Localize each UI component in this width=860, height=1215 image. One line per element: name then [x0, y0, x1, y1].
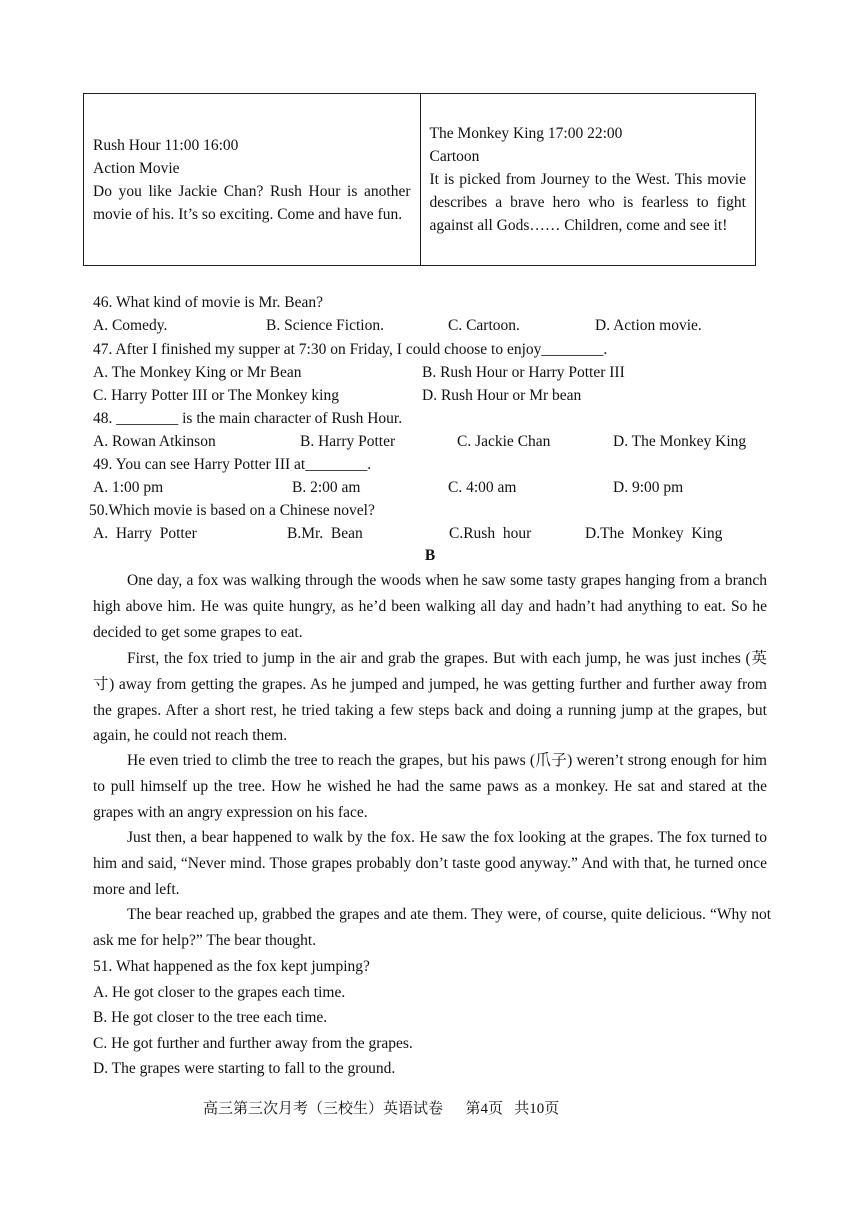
- question-stem: 47. After I finished my supper at 7:30 on Friday, I could choose to enjoy________.: [93, 341, 608, 358]
- option-d: D. The Monkey King: [613, 433, 747, 450]
- option-c: C. Jackie Chan: [457, 433, 551, 450]
- option-c: C. Cartoon.: [448, 317, 520, 334]
- section-heading: B: [424, 547, 436, 564]
- movie-description: It is picked from Journey to the West. This movie describes a brave hero who is fearless to fight against all Gods…… Children, come and see it!: [429, 171, 746, 234]
- passage-paragraph: First, the fox tried to jump in the air and grab the grapes. But with each jump, he was just inches (英寸) away from getting the grapes. As he jumped and jumped, he was getting further and further away from the grapes. After a short rest, he tried taking a few steps back and doing a running jump at the grapes, but again, he could not reach them.: [93, 650, 767, 745]
- option-d: D. Action movie.: [595, 317, 702, 334]
- option-d: D.The Monkey King: [585, 525, 723, 542]
- page-footer: 高三第三次月考（三校生）英语试卷 第4页 共10页: [203, 1101, 560, 1117]
- option-b: B. 2:00 am: [292, 479, 361, 496]
- movie-table: [83, 93, 756, 266]
- question-stem: 46. What kind of movie is Mr. Bean?: [93, 294, 324, 311]
- movie-title: The Monkey King 17:00 22:00: [429, 125, 623, 142]
- option-b: B. Science Fiction.: [266, 317, 384, 334]
- option-a: A. He got closer to the grapes each time.: [93, 984, 346, 1001]
- movie-cell-monkey-king: [420, 94, 756, 265]
- option-b: B. Rush Hour or Harry Potter III: [422, 364, 625, 381]
- option-c: C. 4:00 am: [448, 479, 517, 496]
- passage-paragraph: The bear reached up, grabbed the grapes and ate them. They were, of course, quite delicious. “Why not ask me for help?” The bear thought.: [93, 906, 771, 949]
- option-a: A. Rowan Atkinson: [93, 433, 216, 450]
- movie-description: Do you like Jackie Chan? Rush Hour is another movie of his. It’s so exciting. Come and have fun.: [93, 182, 411, 223]
- option-b: B.Mr. Bean: [287, 525, 363, 542]
- passage-paragraph: Just then, a bear happened to walk by the fox. He saw the fox looking at the grapes. The fox turned to him and said, “Never mind. Those grapes probably don’t taste good anyway.” And with that, he turned once more and left.: [93, 829, 767, 898]
- option-b: B. He got closer to the tree each time.: [93, 1009, 328, 1026]
- option-d: D. The grapes were starting to fall to the ground.: [93, 1060, 396, 1077]
- passage-paragraph: One day, a fox was walking through the woods when he saw some tasty grapes hanging from a branch high above him. He was quite hungry, as he’d been walking all day and hadn’t had anything to eat. So he decided to get some grapes to eat.: [93, 572, 767, 641]
- movie-genre: Action Movie: [93, 159, 180, 177]
- option-d: D. Rush Hour or Mr bean: [422, 387, 582, 404]
- movie-title: Rush Hour 11:00 16:00: [93, 136, 239, 154]
- option-c: C. He got further and further away from the grapes.: [93, 1035, 413, 1052]
- passage-paragraph: He even tried to climb the tree to reach the grapes, but his paws (爪子) weren’t strong enough for him to pull himself up the tree. How he wished he had the same paws as a monkey. He sat and stared at the grapes with an angry expression on his face.: [93, 752, 767, 821]
- movie-cell-rush-hour: [84, 94, 420, 265]
- option-a: A. 1:00 pm: [93, 479, 164, 496]
- option-b: B. Harry Potter: [300, 433, 396, 450]
- question-stem: 48. ________ is the main character of Rush Hour.: [93, 410, 403, 427]
- option-a: A. Comedy.: [93, 317, 168, 334]
- option-c: C.Rush hour: [449, 525, 532, 542]
- question-stem: 51. What happened as the fox kept jumping?: [93, 958, 370, 975]
- question-stem: 49. You can see Harry Potter III at________.: [93, 456, 372, 473]
- question-stem: 50.Which movie is based on a Chinese novel?: [89, 502, 375, 519]
- movie-genre: Cartoon: [429, 148, 480, 165]
- option-a: A. Harry Potter: [93, 525, 197, 542]
- option-d: D. 9:00 pm: [613, 479, 684, 496]
- option-c: C. Harry Potter III or The Monkey king: [93, 387, 339, 404]
- option-a: A. The Monkey King or Mr Bean: [93, 364, 302, 381]
